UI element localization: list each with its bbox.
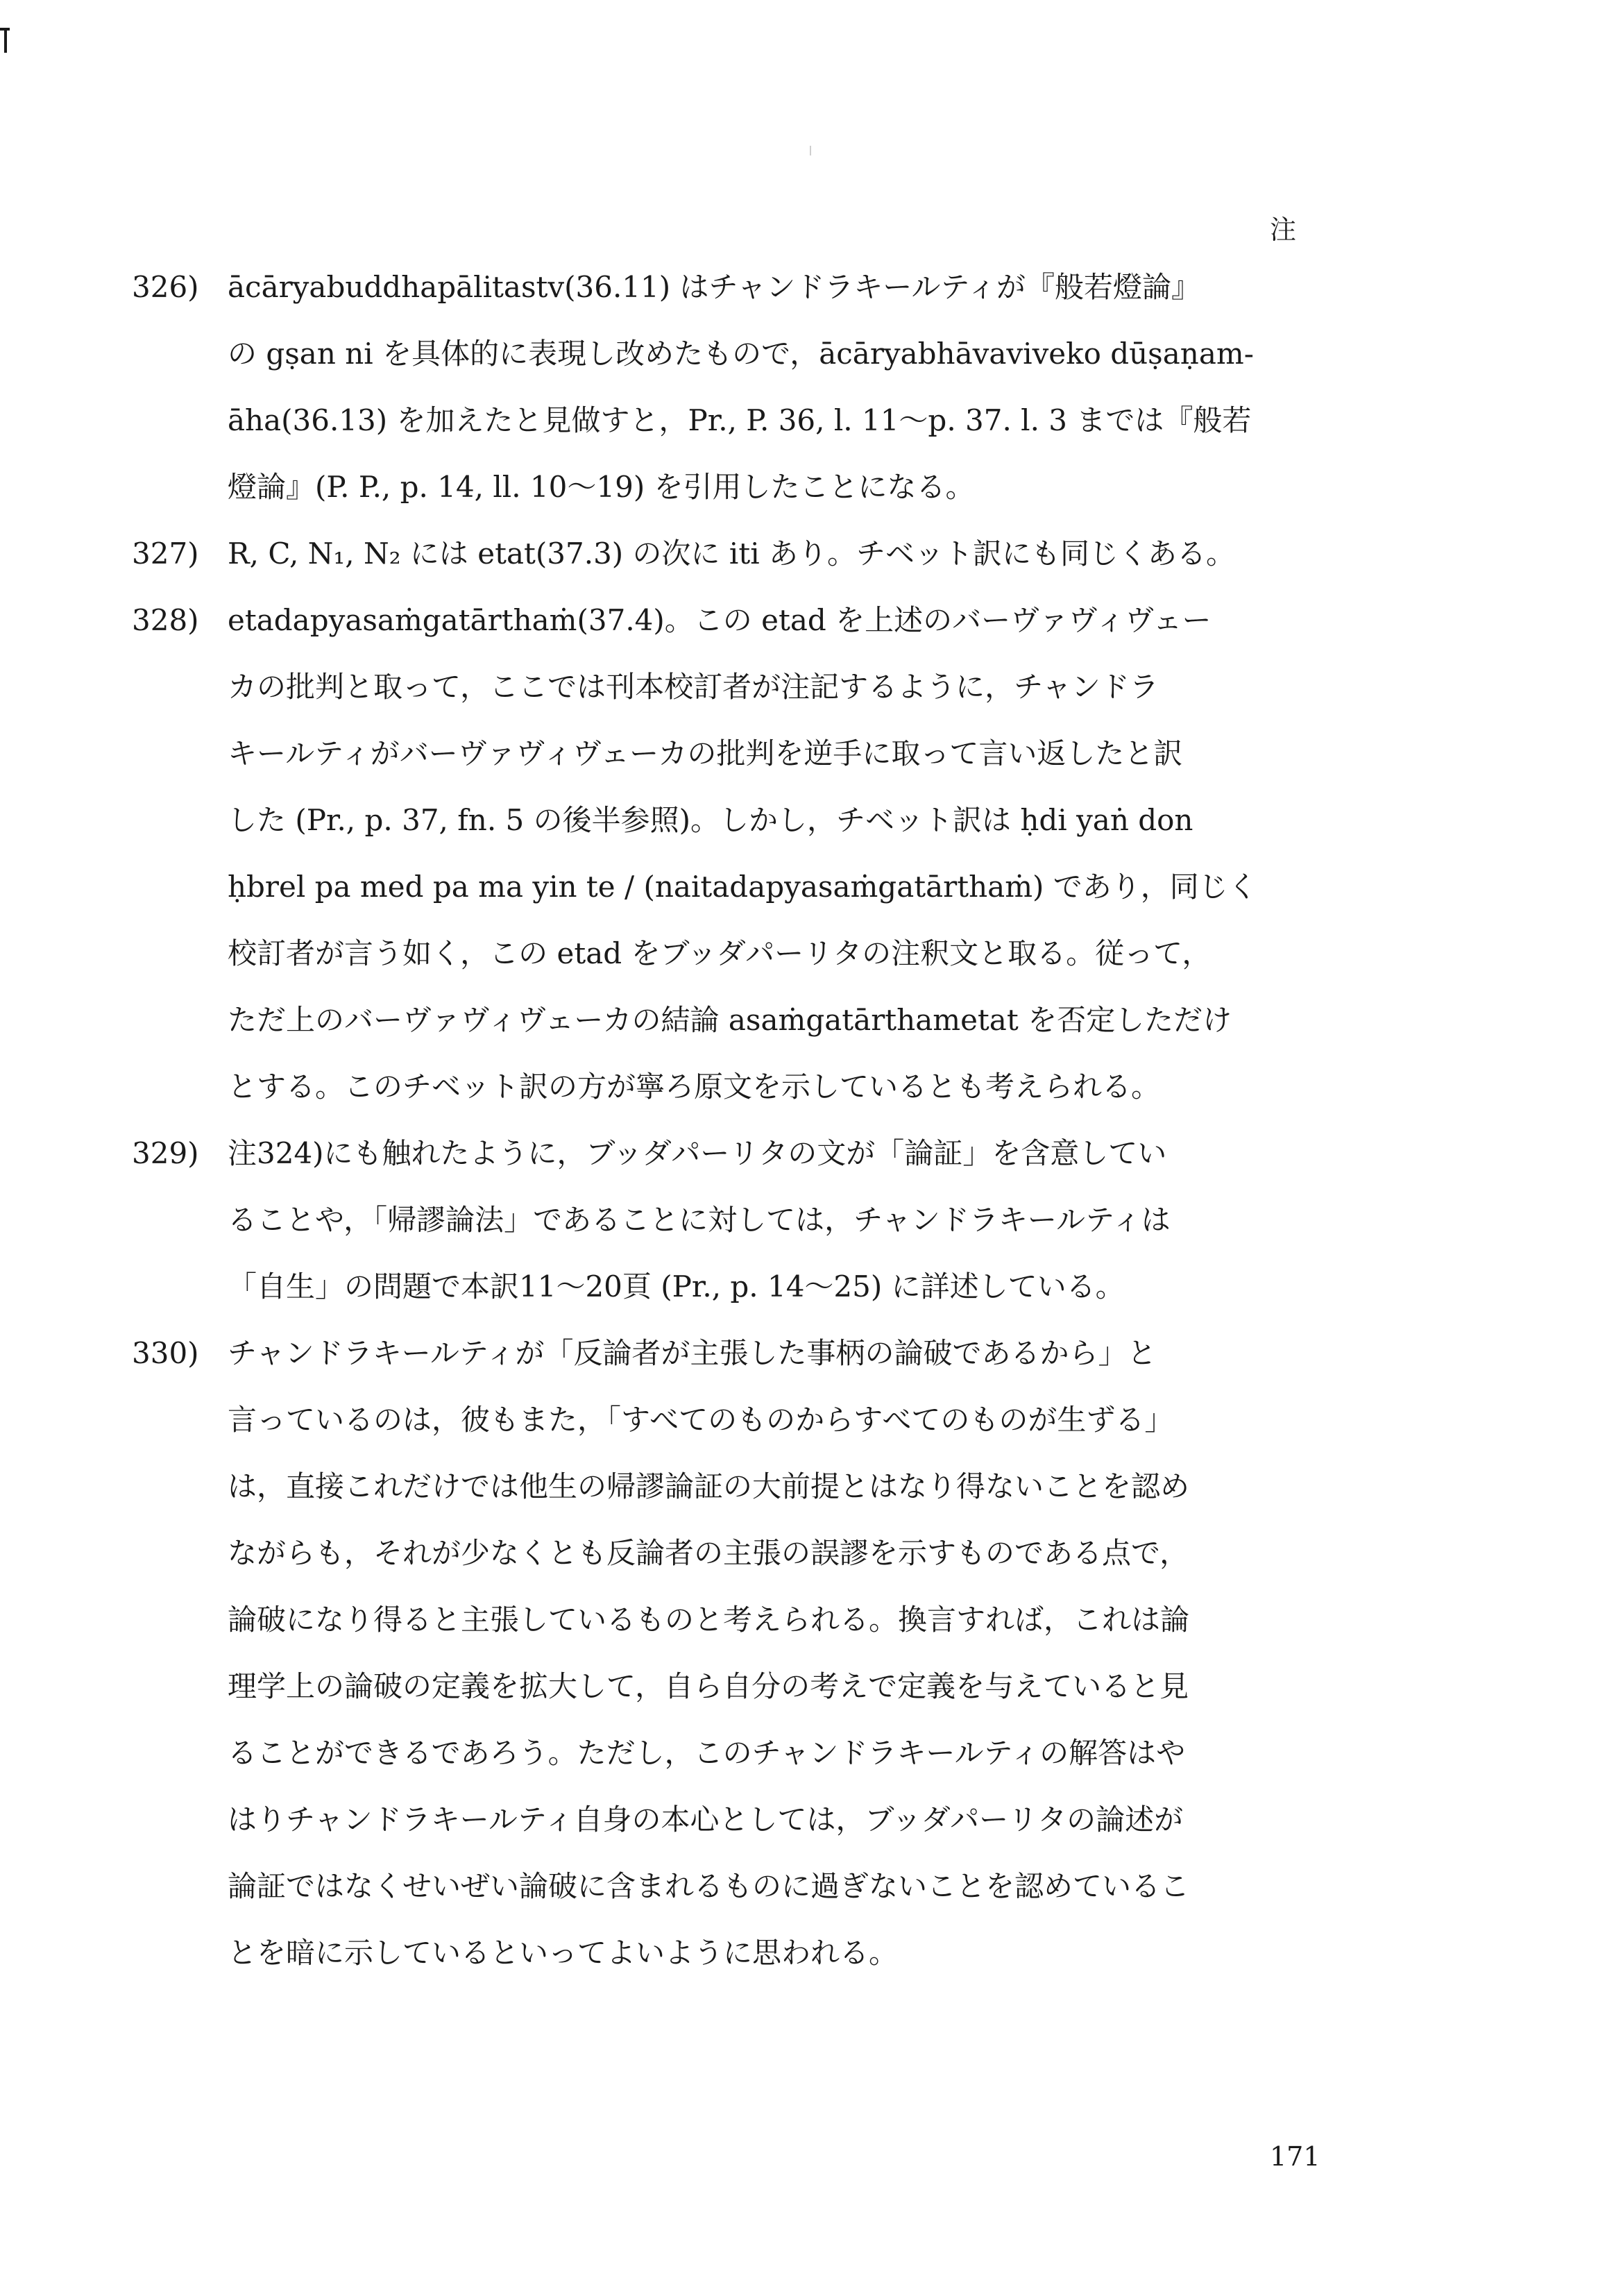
- note-line: はりチャンドラキールティ自身の本心としては，ブッダパーリタの論述が: [228, 1803, 1184, 1837]
- note-line: ただ上のバーヴァヴィヴェーカの結論 asaṁgatārthametat を否定しただけ: [228, 1003, 1232, 1037]
- note-entry: [132, 521, 1353, 587]
- note-line: した (Pr., p. 37, fn. 5 の後半参照)。しかし，チベット訳は ḥdi yaṅ don: [228, 803, 1193, 837]
- note-entry: [132, 1320, 1353, 1986]
- note-line: ḥbrel pa med pa ma yin te / (naitadapyasaṁgatārthaṁ) であり，同じく: [228, 870, 1257, 904]
- note-line: ることができるであろう。ただし，このチャンドラキールティの解答はや: [228, 1736, 1186, 1770]
- note-line: etadapyasaṁgatārthaṁ(37.4)。この etad を上述のバーヴァヴィヴェー: [228, 603, 1212, 637]
- note-line: 燈論』(P. P., p. 14, ll. 10～19) を引用したことになる。: [228, 470, 975, 504]
- note-line: ることや，「帰謬論法」であることに対しては，チャンドラキールティは: [228, 1203, 1171, 1237]
- note-line: 注324)にも触れたように，ブッダパーリタの文が「論証」を含意してい: [228, 1136, 1167, 1170]
- note-number: 327): [132, 537, 199, 571]
- note-line: とを暗に示しているといってよいように思われる。: [228, 1936, 899, 1970]
- note-line: とする。このチベット訳の方が寧ろ原文を示しているとも考えられる。: [228, 1070, 1161, 1104]
- note-line: カの批判と取って，ここでは刊本校訂者が注記するように，チャンドラ: [228, 670, 1159, 704]
- note-body: [228, 1120, 1353, 1320]
- notes-list: [132, 254, 1353, 1986]
- note-line: キールティがバーヴァヴィヴェーカの批判を逆手に取って言い返したと訳: [228, 736, 1183, 770]
- note-line: 論破になり得ると主張しているものと考えられる。換言すれば，これは論: [228, 1603, 1190, 1637]
- note-line: ながらも，それが少なくとも反論者の主張の誤謬を示すものである点で，: [228, 1536, 1189, 1570]
- note-number: 330): [132, 1336, 199, 1370]
- note-line: 「自生」の問題で本訳11～20頁 (Pr., p. 14～25) に詳述している。: [228, 1269, 1125, 1303]
- note-entry: [132, 254, 1353, 521]
- note-line: は，直接これだけでは他生の帰謬論証の大前提とはなり得ないことを認め: [228, 1469, 1190, 1503]
- note-entry: [132, 587, 1353, 1120]
- page-number: 171: [1270, 2141, 1320, 2172]
- note-line: 理学上の論破の定義を拡大して，自ら自分の考えで定義を与えていると見: [228, 1669, 1189, 1703]
- note-line: 校訂者が言う如く，この etad をブッダパーリタの注釈文と取る。従って，: [228, 936, 1212, 970]
- note-line: の gṣan ni を具体的に表現し改めたもので，ācāryabhāvaviveko dūṣaṇam-: [228, 337, 1254, 371]
- note-line: ācāryabuddhapālitastv(36.11) はチャンドラキールティが『般若燈論』: [228, 270, 1201, 304]
- note-line: R, C, N₁, N₂ には etat(37.3) の次に iti あり。チベット訳にも同じくある。: [228, 537, 1235, 571]
- note-number: 326): [132, 270, 199, 304]
- note-line: āha(36.13) を加えたと見做すと，Pr., P. 36, l. 11～p. 37. l. 3 までは『般若: [228, 403, 1252, 437]
- crop-mark: [0, 28, 10, 31]
- gutter-mark: [810, 146, 811, 155]
- note-entry: [132, 1120, 1353, 1320]
- note-line: 論証ではなくせいぜい論破に含まれるものに過ぎないことを認めているこ: [228, 1869, 1190, 1903]
- note-body: [228, 587, 1353, 1120]
- note-number: 329): [132, 1136, 199, 1170]
- note-line: チャンドラキールティが「反論者が主張した事柄の論破であるから」と: [228, 1336, 1157, 1370]
- note-body: [228, 1320, 1353, 1986]
- running-header: 注: [1270, 214, 1297, 245]
- note-number: 328): [132, 603, 199, 637]
- note-line: 言っているのは，彼もまた，「すべてのものからすべてのものが生ずる」: [228, 1403, 1174, 1437]
- note-body: [228, 521, 1353, 587]
- note-body: [228, 254, 1353, 521]
